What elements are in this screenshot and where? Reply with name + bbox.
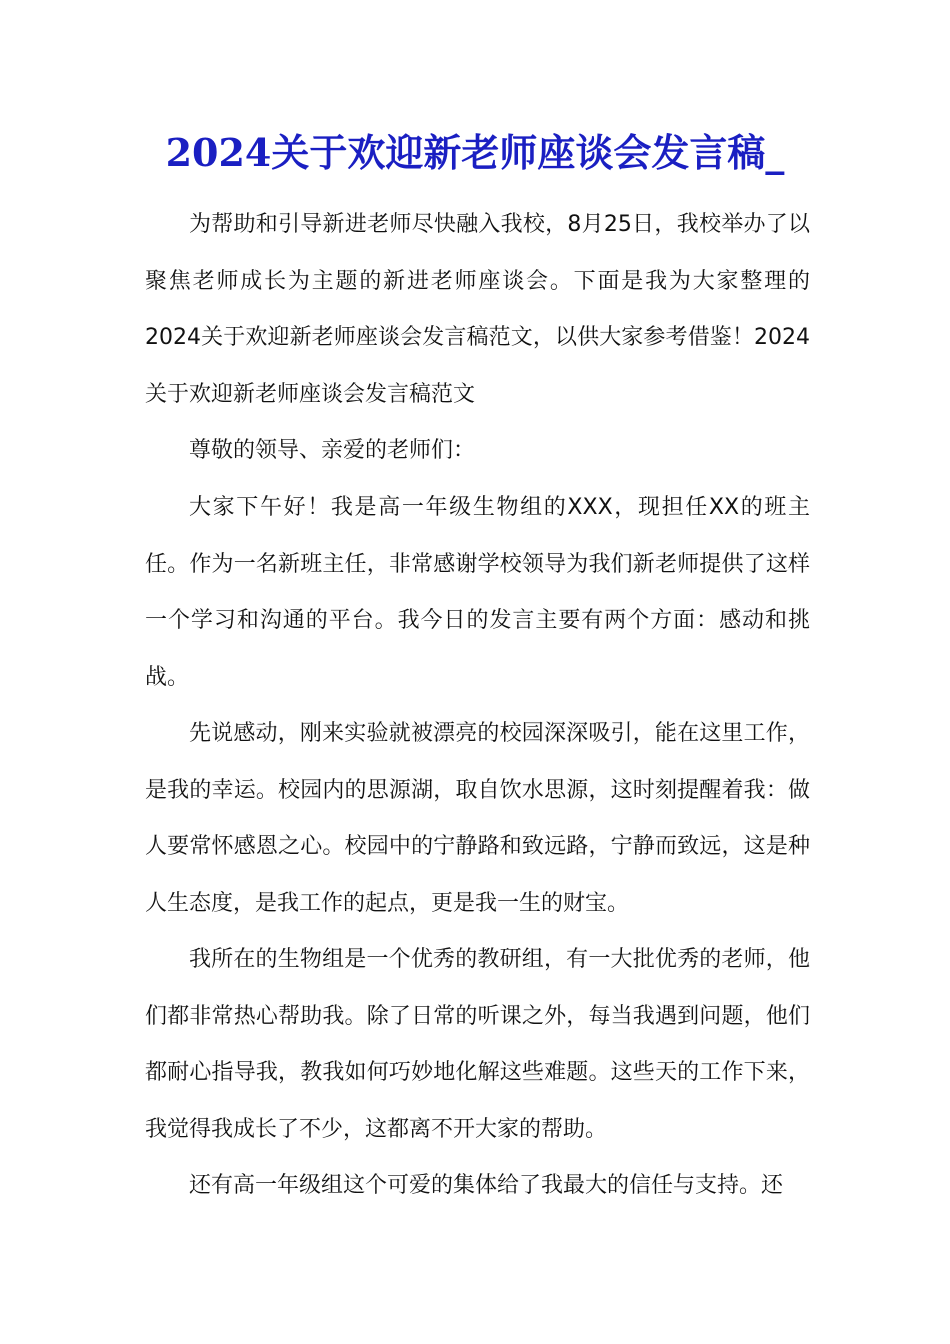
- paragraph-salutation: 尊敬的领导、亲爱的老师们：: [189, 438, 476, 463]
- paragraph-gratitude: 先说感动，刚来实验就被漂亮的校园深深吸引，能在这里工作，是我的幸运。校园内的思源湖，取自饮水思源，这时刻提醒着我：做人要常怀感恩之心。校园中的宁静路和致远路，宁静而致远，这是种人生态度，是我工作的起点，更是我一生的财宝。: [145, 721, 810, 916]
- paragraph-greeting: 大家下午好！我是高一年级生物组的XXX，现担任XX的班主任。作为一名新班主任，非常感谢学校领导为我们新老师提供了这样一个学习和沟通的平台。我今日的发言主要有两个方面：感动和挑战。: [145, 495, 810, 690]
- document-title: 2024关于欢迎新老师座谈会发言稿_: [165, 130, 785, 175]
- paragraph-biology-group: 我所在的生物组是一个优秀的教研组，有一大批优秀的老师，他们都非常热心帮助我。除了日常的听课之外，每当我遇到问题，他们都耐心指导我，教我如何巧妙地化解这些难题。这些天的工作下来，我觉得我成长了不少，这都离不开大家的帮助。: [145, 947, 810, 1142]
- paragraph-intro: 为帮助和引导新进老师尽快融入我校，8月25日，我校举办了以聚焦老师成长为主题的新进老师座谈会。下面是我为大家整理的2024关于欢迎新老师座谈会发言稿范文，以供大家参考借鉴！2024关于欢迎新老师座谈会发言稿范文: [145, 212, 810, 407]
- paragraph-grade-group: 还有高一年级组这个可爱的集体给了我最大的信任与支持。还: [189, 1173, 784, 1198]
